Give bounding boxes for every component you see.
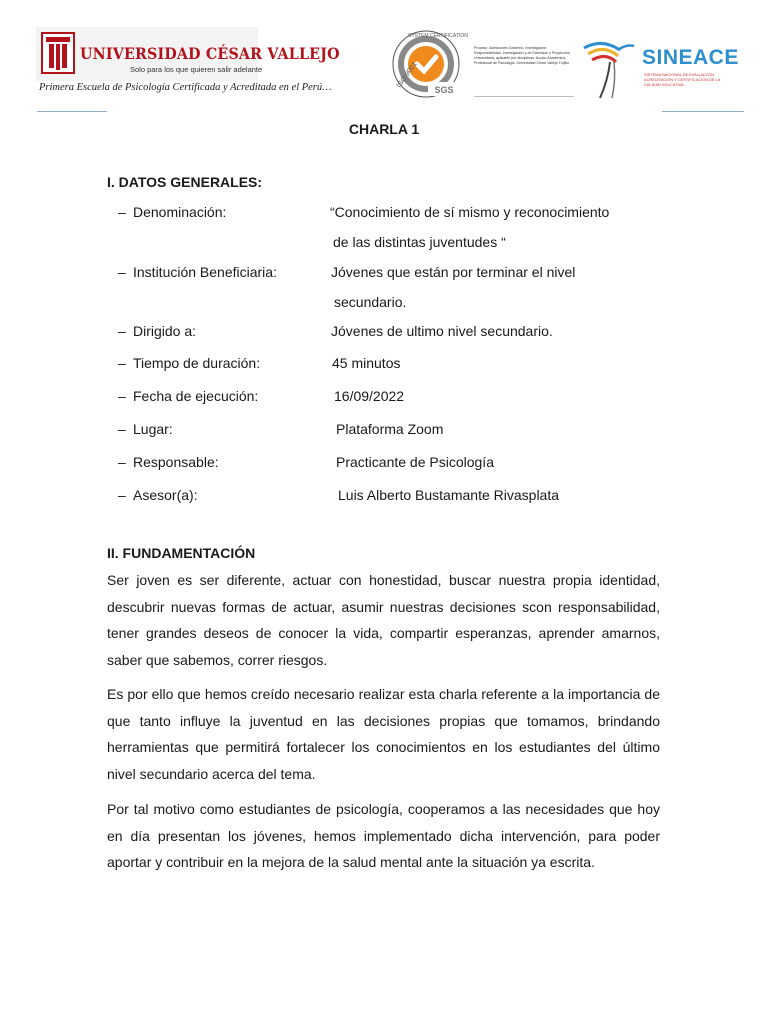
field-label: Asesor(a): xyxy=(133,487,198,503)
field-label: Fecha de ejecución: xyxy=(133,388,259,404)
list-dash: – xyxy=(118,264,126,280)
document-title: CHARLA 1 xyxy=(348,121,420,137)
field-value: Luis Alberto Bustamante Rivasplata xyxy=(338,487,560,503)
list-dash: – xyxy=(118,454,126,470)
field-label: Responsable: xyxy=(133,454,219,470)
sineace-name: SINEACE xyxy=(642,46,739,69)
section-heading-datos-generales: I. DATOS GENERALES: xyxy=(107,174,263,190)
list-dash: – xyxy=(118,323,126,339)
iso-underline xyxy=(474,96,574,97)
sineace-logo xyxy=(576,32,739,102)
iso-certification-seal-icon xyxy=(388,28,470,100)
sineace-subtitle: SISTEMA NACIONAL DE EVALUACIÓN, ACREDITACIÓN Y CERTIFICACIÓN DE LA CALIDAD EDUCATIVA xyxy=(644,72,721,88)
header-rule-left xyxy=(37,111,107,112)
fundamentacion-paragraph: Ser joven es ser diferente, actuar con honestidad, buscar nuestra propia identidad, descubrir nuevas formas de actuar, asumir nuestras decisiones scon responsabilidad, tener grandes deseos de conocer la vida, compartir esperanzas, aprender amarnos, saber que sabemos, correr riesgos. xyxy=(107,572,660,668)
list-dash: – xyxy=(118,487,126,503)
field-value: Jóvenes de ultimo nivel secundario. xyxy=(331,323,553,339)
list-dash: – xyxy=(118,421,126,437)
fundamentacion-paragraph: Es por ello que hemos creído necesario realizar esta charla referente a la importancia de que tanto influye la juventud en las decisiones propias que tomamos, brindando herramientas que permitirá fortalecer los conocimientos en los estudiantes del último nivel secundario acerca del tema. xyxy=(107,686,660,782)
university-name: UNIVERSIDAD CÉSAR VALLEJO xyxy=(80,44,340,63)
field-value: de las distintas juventudes “ xyxy=(333,234,506,250)
list-dash: – xyxy=(118,355,126,371)
field-value: Jóvenes que están por terminar el nivel xyxy=(331,264,576,280)
ucv-logo xyxy=(36,27,340,81)
ucv-shield-icon xyxy=(41,32,75,74)
header-tagline: Primera Escuela de Psicología Certificada y Acreditada en el Perú… xyxy=(39,82,332,93)
field-value: Practicante de Psicología xyxy=(336,454,494,470)
field-label: Denominación: xyxy=(133,204,227,220)
svg-text:SYSTEM CERTIFICATION: SYSTEM CERTIFICATION xyxy=(408,33,468,39)
fundamentacion-paragraph: Por tal motivo como estudiantes de psicología, cooperamos a las necesidades que hoy en día presentan los jóvenes, hemos implementado dicha intervención, para poder aportar y contribuir en la mejora de la salud mental ante la situación ya escrita. xyxy=(107,801,660,870)
field-value: 45 minutos xyxy=(332,355,401,371)
svg-text:SGS: SGS xyxy=(434,85,454,95)
field-value: “Conocimiento de sí mismo y reconocimiento xyxy=(330,204,610,220)
iso-certification-text: Proceso: Admisiones Gobierno, Investigación Responsabilidad, Investigación y de Extensión y Proyección Universitaria, aplicable por disciplinas: Acción Académica, Profesional de Psicología, Universidad César Vallejo Trujillo xyxy=(474,46,570,65)
field-label: Tiempo de duración: xyxy=(133,355,261,371)
field-value: 16/09/2022 xyxy=(334,388,405,404)
section-heading-fundamentacion: II. FUNDAMENTACIÓN xyxy=(107,545,256,561)
field-value: secundario. xyxy=(334,294,407,310)
sineace-bird-icon xyxy=(580,34,640,100)
document-header xyxy=(0,0,768,118)
field-label: Dirigido a: xyxy=(133,323,197,339)
university-slogan: Solo para los que quieren salir adelante xyxy=(130,65,263,74)
field-value: Plataforma Zoom xyxy=(336,421,444,437)
header-rule-right xyxy=(662,111,744,112)
list-dash: – xyxy=(118,204,126,220)
list-dash: – xyxy=(118,388,126,404)
field-label: Institución Beneficiaria: xyxy=(133,264,277,280)
svg-text:ISO 9001: ISO 9001 xyxy=(395,60,419,90)
field-label: Lugar: xyxy=(133,421,173,437)
